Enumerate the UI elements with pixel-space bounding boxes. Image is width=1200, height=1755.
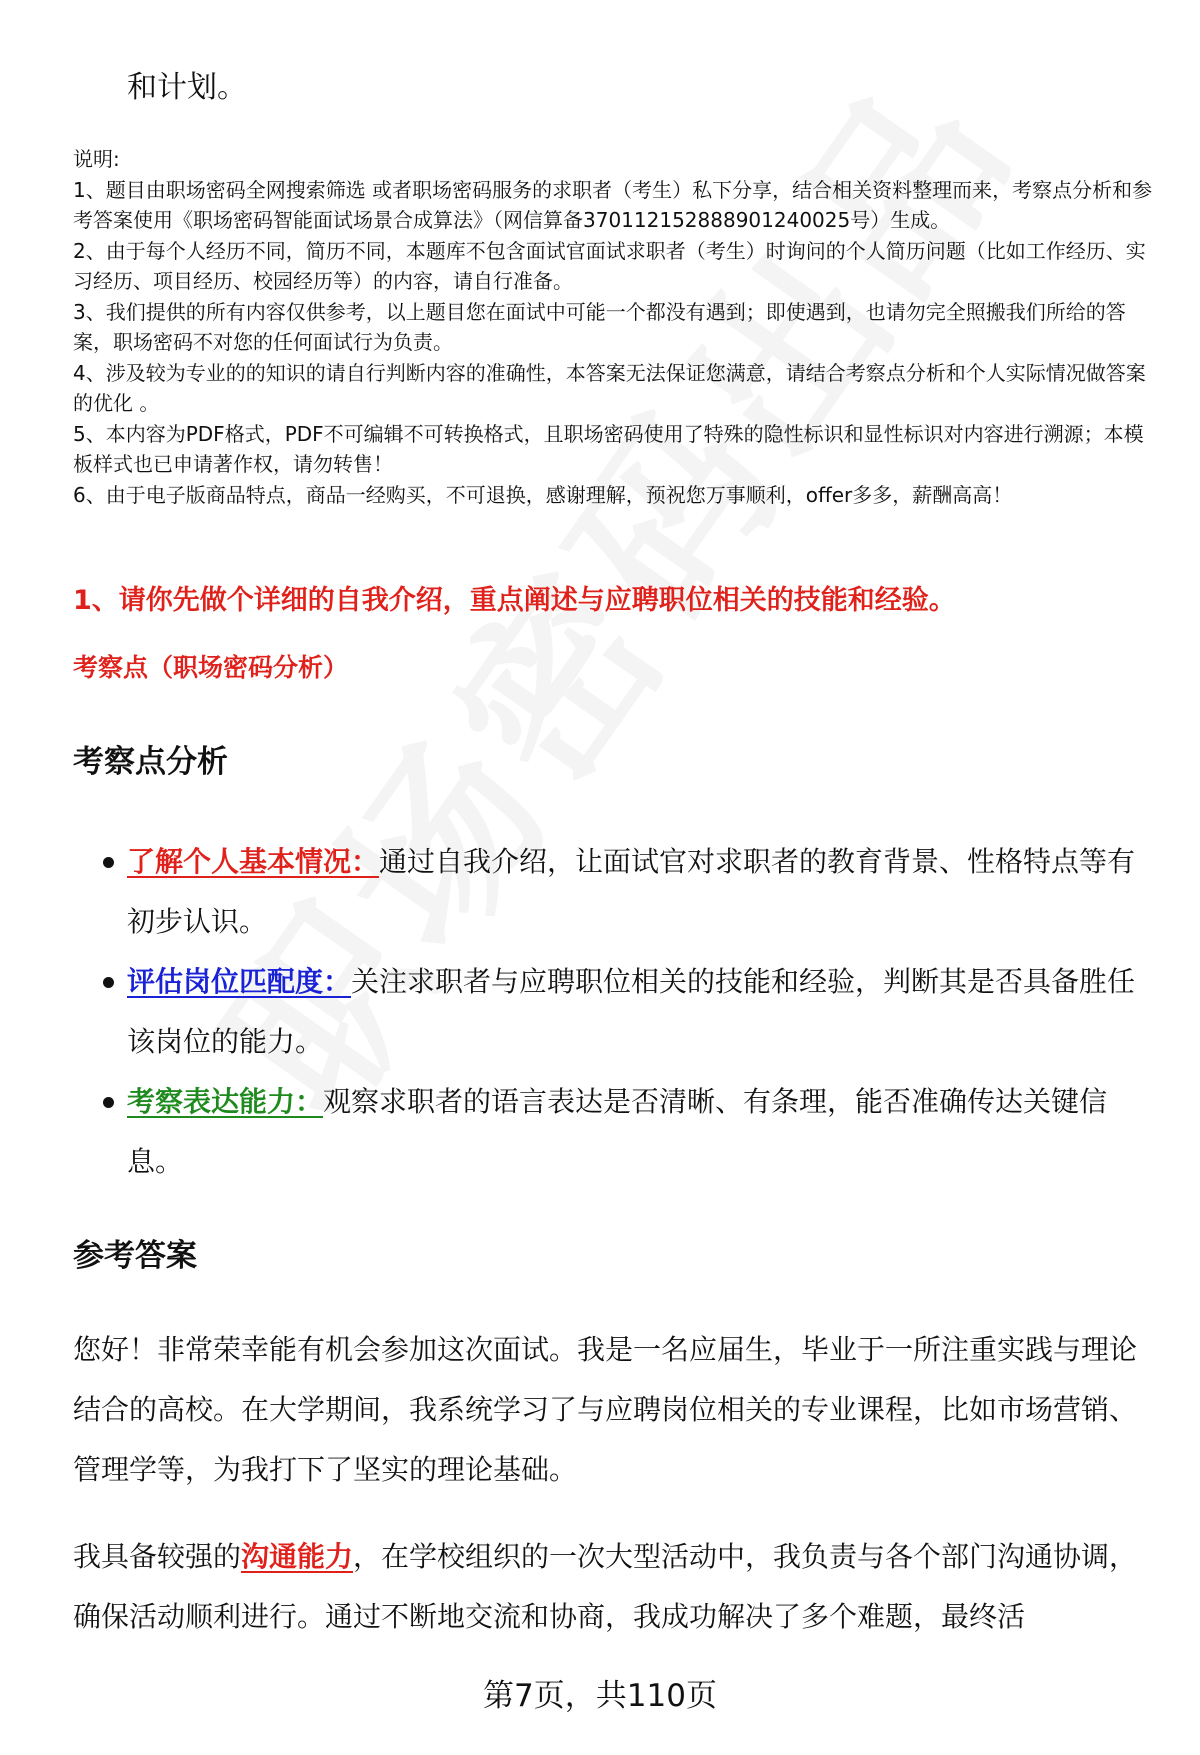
answer-text: 我具备较强的 xyxy=(73,1540,242,1573)
kaochadian-heading: 考察点（职场密码分析） xyxy=(73,653,349,682)
bullet-icon xyxy=(103,977,114,988)
note-item: 5、本内容为PDF格式，PDF不可编辑不可转换格式，且职场密码使用了特殊的隐性标识和显性标识对内容进行溯源；本模板样式也已申请著作权，请勿转售！ xyxy=(73,421,1144,476)
continuation-text: 和计划。 xyxy=(127,70,247,105)
question-heading: 1、请你先做个详细的自我介绍，重点阐述与应聘职位相关的技能和经验。 xyxy=(73,585,956,616)
notes-section xyxy=(73,144,1158,510)
bullet-icon xyxy=(103,1097,114,1108)
note-item: 6、由于电子版商品特点，商品一经购买，不可退换，感谢理解，预祝您万事顺利，offer多多，薪酬高高！ xyxy=(73,482,1013,507)
bullet-label: 考察表达能力： xyxy=(127,1085,324,1118)
note-item: 4、涉及较为专业的的知识的请自行判断内容的准确性，本答案无法保证您满意，请结合考察点分析和个人实际情况做答案的优化 。 xyxy=(73,360,1146,415)
note-item: 1、题目由职场密码全网搜索筛选 或者职场密码服务的求职者（考生）私下分享，结合相关资料整理而来，考察点分析和参考答案使用《职场密码智能面试场景合成算法》（网信算备370112152888901240025号）生成。 xyxy=(73,177,1153,232)
page-number: 第7页，共110页 xyxy=(483,1678,717,1714)
list-item xyxy=(103,1072,1153,1192)
bullet-icon xyxy=(103,857,114,868)
answer-title: 参考答案 xyxy=(73,1238,197,1274)
analysis-title: 考察点分析 xyxy=(73,744,228,780)
bullet-label: 了解个人基本情况： xyxy=(127,845,380,878)
answer-paragraph-2 xyxy=(73,1527,1153,1647)
list-item xyxy=(103,832,1153,952)
analysis-list xyxy=(103,832,1153,1192)
bullet-text: 关注求职者与应聘职位相关的技能和经验，判断其是否具备胜任该岗位的能力。 xyxy=(127,965,1136,1058)
note-item: 2、由于每个人经历不同，简历不同，本题库不包含面试官面试求职者（考生）时询问的个人简历问题（比如工作经历、实习经历、项目经历、校园经历等）的内容，请自行准备。 xyxy=(73,238,1146,293)
bullet-text: 观察求职者的语言表达是否清晰、有条理，能否准确传达关键信息。 xyxy=(127,1085,1108,1178)
highlight-keyword: 沟通能力 xyxy=(241,1540,354,1573)
note-item: 3、我们提供的所有内容仅供参考，以上题目您在面试中可能一个都没有遇到；即使遇到，也请勿完全照搬我们所给的答案，职场密码不对您的任何面试行为负责。 xyxy=(73,299,1126,354)
notes-title: 说明: xyxy=(73,147,120,171)
bullet-label: 评估岗位匹配度： xyxy=(127,965,352,998)
answer-text: ，在学校组织的一次大型活动中，我负责与各个部门沟通协调，确保活动顺利进行。通过不断地交流和协商，我成功解决了多个难题，最终活 xyxy=(73,1540,1138,1633)
bullet-text: 通过自我介绍，让面试官对求职者的教育背景、性格特点等有初步认识。 xyxy=(127,845,1136,938)
list-item xyxy=(103,952,1153,1072)
answer-paragraph-1: 您好！非常荣幸能有机会参加这次面试。我是一名应届生，毕业于一所注重实践与理论结合的高校。在大学期间，我系统学习了与应聘岗位相关的专业课程，比如市场营销、管理学等，为我打下了坚实的理论基础。 xyxy=(73,1333,1138,1486)
